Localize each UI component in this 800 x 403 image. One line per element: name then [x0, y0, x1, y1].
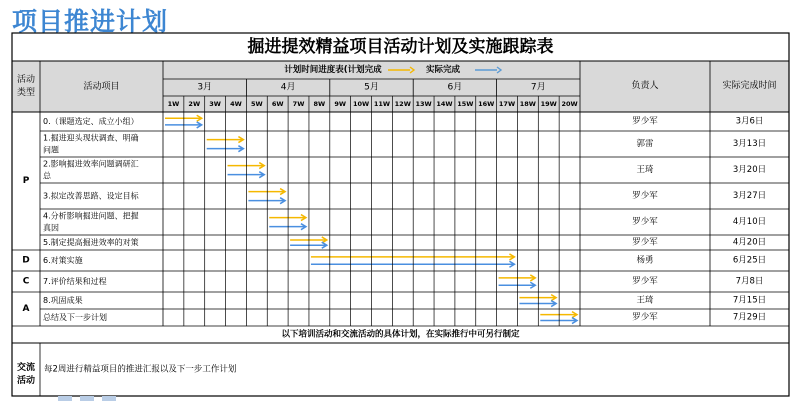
done-date-text: 6月25日 [732, 255, 767, 266]
done-date-text: 3月13日 [732, 139, 767, 149]
activity-text: 6.对策实施 [43, 256, 83, 265]
activity-text: 4.分析影响掘进问题、把握 [43, 211, 139, 221]
week-label: 9W [334, 100, 347, 108]
week-label: 7W [292, 100, 305, 108]
week-label: 20W [561, 100, 578, 108]
activity-text: 真因 [43, 223, 59, 233]
owner-text: 王琦 [636, 165, 654, 175]
owner-text: 杨勇 [636, 255, 654, 266]
owner-text: 罗少军 [632, 312, 658, 323]
week-label: 11W [373, 100, 391, 108]
phase-label: A [22, 304, 30, 314]
done-date-text: 3月20日 [732, 165, 767, 175]
activity-text: 5.制定提高掘进效率的对策 [43, 238, 139, 247]
done-date-text: 4月10日 [732, 217, 767, 227]
month-label: 4月 [280, 82, 296, 93]
col-type-header: 活动 [16, 75, 36, 85]
owner-text: 王琦 [636, 295, 654, 306]
activity-text: 2.影响掘进效率问题调研汇 [43, 159, 139, 169]
week-label: 6W [271, 100, 284, 108]
week-label: 13W [415, 100, 432, 108]
page-title: 项目推进计划 [12, 7, 169, 36]
done-date-text: 3月27日 [732, 191, 767, 201]
activity-text: 1.掘进迎头现状调查、明确 [43, 133, 139, 143]
week-label: 8W [313, 100, 326, 108]
exchange-text: 每2周进行精益项目的推进汇报以及下一步工作计划 [44, 364, 237, 375]
exchange-label: 活动 [16, 376, 36, 386]
activity-text: 总结及下一步计划 [43, 313, 107, 322]
week-label: 19W [540, 100, 557, 108]
month-label: 7月 [530, 82, 546, 93]
activity-text: 7.评价结果和过程 [43, 277, 107, 286]
done-date-text: 7月8日 [735, 276, 764, 287]
week-label: 10W [352, 100, 370, 108]
activity-text: 总 [43, 171, 51, 181]
phase-label: C [22, 276, 30, 287]
col-activity-header: 活动项目 [83, 82, 120, 92]
activity-text: 0.（课题选定、成立小组） [43, 117, 139, 126]
activity-text: 问题 [43, 145, 59, 155]
month-label: 5月 [364, 82, 379, 93]
phase-label: D [22, 255, 30, 266]
month-label: 6月 [447, 82, 463, 93]
owner-text: 郭雷 [636, 139, 654, 149]
owner-text: 罗少军 [632, 116, 658, 127]
owner-text: 罗少军 [632, 191, 658, 201]
footnote: 以下培训活动和交流活动的具体计划，在实际推行中可另行制定 [281, 329, 520, 340]
week-label: 12W [394, 100, 411, 108]
col-owner-header: 负责人 [631, 81, 659, 91]
week-label: 16W [478, 100, 495, 108]
month-label: 3月 [197, 82, 213, 93]
owner-text: 罗少军 [632, 237, 658, 248]
footer-decoration [58, 396, 72, 401]
activity-text: 3.拟定改善思路、设定目标 [43, 191, 139, 201]
activity-text: 8.巩固成果 [43, 296, 83, 305]
week-label: 15W [457, 100, 474, 108]
week-label: 4W [230, 100, 242, 108]
week-label: 17W [498, 100, 516, 108]
owner-text: 罗少军 [632, 217, 658, 227]
done-date-text: 4月20日 [732, 237, 767, 248]
done-date-text: 7月29日 [732, 312, 767, 323]
week-label: 5W [250, 100, 263, 108]
exchange-label: 交流 [16, 363, 36, 373]
footer-decoration [102, 396, 116, 401]
col-done-header: 实际完成时间 [722, 81, 777, 91]
week-label: 14W [436, 100, 453, 108]
table-title: 掘进提效精益项目活动计划及实施跟踪表 [247, 37, 554, 57]
week-label: 3W [209, 100, 221, 108]
week-label: 1W [167, 100, 180, 108]
legend-actual-label: 实际完成 [425, 65, 461, 75]
week-label: 18W [519, 100, 536, 108]
done-date-text: 3月6日 [735, 116, 764, 127]
done-date-text: 7月15日 [732, 295, 767, 306]
phase-label: P [22, 176, 30, 186]
legend-plan-label: 计划时间进度表(计划完成 [284, 65, 382, 75]
footer-decoration [80, 396, 94, 401]
col-type-header: 类型 [16, 88, 36, 98]
week-label: 2W [188, 100, 201, 108]
owner-text: 罗少军 [632, 276, 658, 287]
